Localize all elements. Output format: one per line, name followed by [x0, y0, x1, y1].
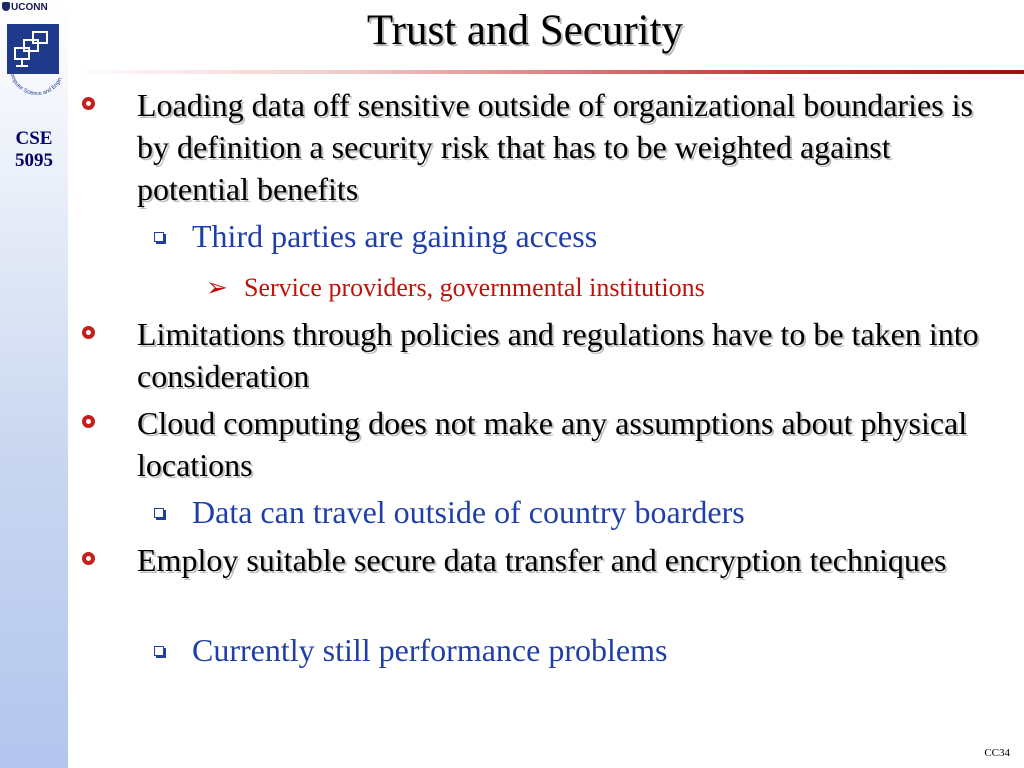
bullet-square-icon [154, 232, 164, 242]
bullet-arrow-icon: ➢ [206, 273, 228, 302]
bullet-circle-icon [82, 326, 95, 339]
department-logo-icon [2, 18, 66, 118]
bullet-circle-icon [82, 552, 95, 565]
bullet-circle-icon [82, 415, 95, 428]
bullet-square-icon [154, 646, 164, 656]
bullet-square-icon [154, 508, 164, 518]
title-divider [68, 70, 1024, 74]
course-code [0, 128, 68, 172]
uconn-seal-icon [2, 2, 10, 11]
course-prefix: CSE [15, 128, 53, 149]
svg-text:Computer Science and Engineeri: Computer Science and Engin [7, 69, 64, 98]
bullet-circle-icon [82, 97, 95, 110]
course-number: 5095 [15, 150, 53, 171]
sub-bullet-text: Currently still performance problems [192, 632, 668, 668]
sub-bullet-text: Third parties are gaining access [192, 218, 598, 254]
sub-bullet-text: Data can travel outside of country boarders [192, 494, 745, 530]
bullet-text: Loading data off sensitive outside of organizational boundaries is by definition a security risk that has to be weighted against potential benefits [137, 87, 973, 207]
bullet-text: Limitations through policies and regulations have to be taken into consideration [137, 316, 979, 394]
university-wordmark [2, 2, 48, 13]
sidebar [0, 0, 68, 768]
page-number: CC34 [984, 747, 1010, 759]
slide-title: Trust and Security [366, 7, 684, 54]
bullet-text: Cloud computing does not make any assumptions about physical locations [137, 405, 968, 483]
sub-sub-bullet-text: Service providers, governmental institutions [244, 273, 705, 302]
university-name: UCONN [11, 2, 48, 13]
bullet-text: Employ suitable secure data transfer and encryption techniques [137, 542, 947, 578]
